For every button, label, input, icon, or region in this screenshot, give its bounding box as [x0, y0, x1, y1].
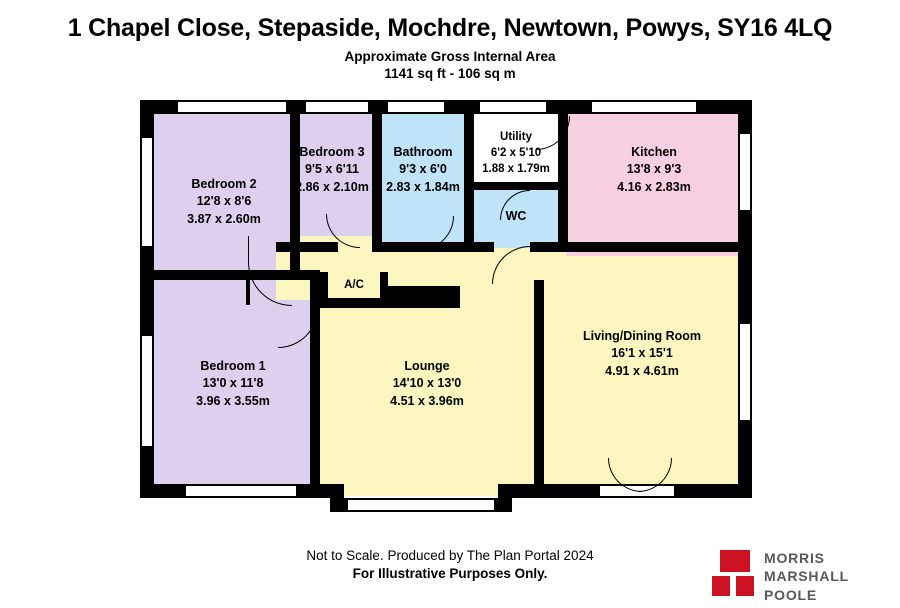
label-utility: Utility 6'2 x 5'10 1.88 x 1.79m	[482, 131, 550, 175]
wall-ac-bottom	[320, 298, 388, 308]
window-bottom-bedroom1	[186, 486, 296, 496]
label-bathroom: Bathroom 9'3 x 6'0 2.83 x 1.84m	[386, 145, 460, 194]
page-title: 1 Chapel Close, Stepaside, Mochdre, Newtown, Powys, SY16 4LQ	[67, 14, 833, 42]
footer-line-1: Not to Scale. Produced by The Plan Portal 2024	[306, 548, 594, 563]
footer-line-2: For Illustrative Purposes Only.	[352, 566, 548, 581]
window-right-kitchen	[740, 134, 750, 210]
label-bedroom-3: Bedroom 3 9'5 x 6'11 2.86 x 2.10m	[295, 145, 369, 194]
window-top-bedroom3	[306, 102, 368, 112]
window-bottom-lounge	[348, 500, 494, 510]
area-caption: Approximate Gross Internal Area	[344, 49, 556, 64]
label-living-dining: Living/Dining Room 16'1 x 15'1 4.91 x 4.61m	[582, 329, 702, 378]
window-top-bathroom	[388, 102, 444, 112]
label-wc: WC	[505, 209, 527, 223]
plan-footer	[0, 540, 900, 608]
wall-hall-top-right	[530, 242, 752, 252]
wall-ac-strip	[386, 286, 460, 308]
window-left-bedroom1	[142, 336, 152, 446]
floorplan	[0, 86, 900, 536]
plan-header	[0, 0, 900, 81]
logo-wordmark	[764, 549, 849, 604]
wall-lounge-living	[534, 280, 544, 490]
logo-mark-icon	[712, 550, 756, 596]
logo-line-2: MARSHALL	[764, 568, 849, 585]
label-lounge: Lounge 14'10 x 13'0 4.51 x 3.96m	[390, 359, 464, 408]
logo-line-3: POOLE	[764, 586, 818, 603]
window-top-utility	[480, 102, 546, 112]
wall-utility-wc	[464, 182, 566, 190]
logo-line-1: MORRIS	[764, 550, 825, 566]
company-logo	[712, 542, 892, 604]
area-value: 1141 sq ft - 106 sq m	[384, 66, 516, 81]
label-kitchen: Kitchen 13'8 x 9'3 4.16 x 2.83m	[617, 145, 691, 194]
window-top-bedroom2	[178, 102, 286, 112]
window-right-living	[740, 324, 750, 420]
label-ac: A/C	[344, 279, 364, 291]
label-bedroom-1: Bedroom 1 13'0 x 11'8 3.96 x 3.55m	[196, 359, 270, 408]
label-bedroom-2: Bedroom 2 12'8 x 8'6 3.87 x 2.60m	[187, 177, 261, 226]
window-top-kitchen	[592, 102, 696, 112]
footer-text	[180, 548, 720, 581]
